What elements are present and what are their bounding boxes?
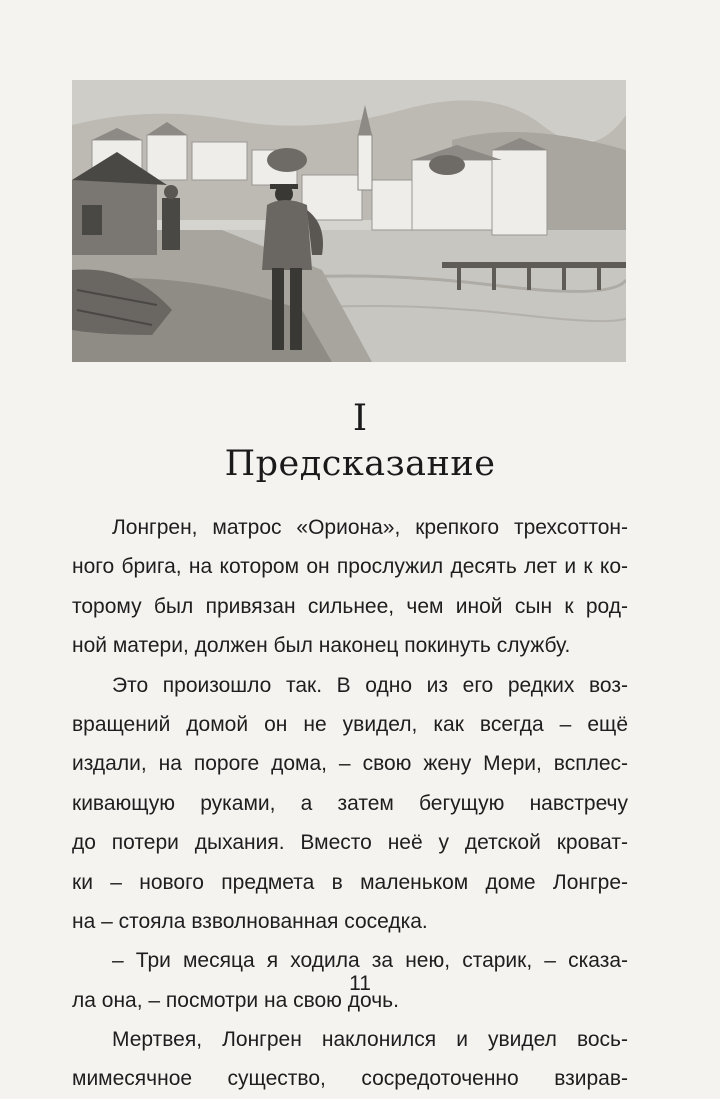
text-line: Мертвея, Лонгрен наклонился и увидел вось- [112, 1028, 628, 1052]
text-line: – Три месяца я ходила за нею, старик, – сказа- [112, 949, 628, 973]
page-number: 11 [349, 972, 371, 995]
text-line: вращений домой он не увидел, как всегда – ещё [72, 712, 628, 736]
text-line: ки – нового предмета в маленьком доме Лонгре- [72, 870, 628, 894]
text-line: ного брига, на котором он прослужил десять лет и к ко- [72, 555, 628, 579]
harbor-scene-illustration [72, 80, 626, 362]
text-line: мимесячное существо, сосредоточенно взирав- [72, 1067, 628, 1091]
text-line: издали, на пороге дома, – свою жену Мери, всплес- [72, 752, 628, 776]
text-line: на – стояла взволнованная соседка. [72, 909, 428, 933]
text-line: кивающую руками, а затем бегущую навстречу [72, 791, 628, 815]
text-line: торому был привязан сильнее, чем иной сын к род- [72, 594, 628, 618]
chapter-title: Предсказание [224, 444, 496, 484]
text-line: ла она, – посмотри на свою дочь. [72, 988, 399, 1012]
body-text [72, 508, 628, 1099]
chapter-number: I [352, 398, 368, 439]
chapter-illustration [72, 80, 626, 362]
text-line: Это произошло так. В одно из его редких воз- [112, 673, 628, 697]
text-line: до потери дыхания. Вместо неё у детской кроват- [72, 831, 628, 855]
text-line: Лонгрен, матрос «Ориона», крепкого трехсоттон- [112, 516, 628, 539]
text-line: ной матери, должен был наконец покинуть службу. [72, 634, 571, 658]
